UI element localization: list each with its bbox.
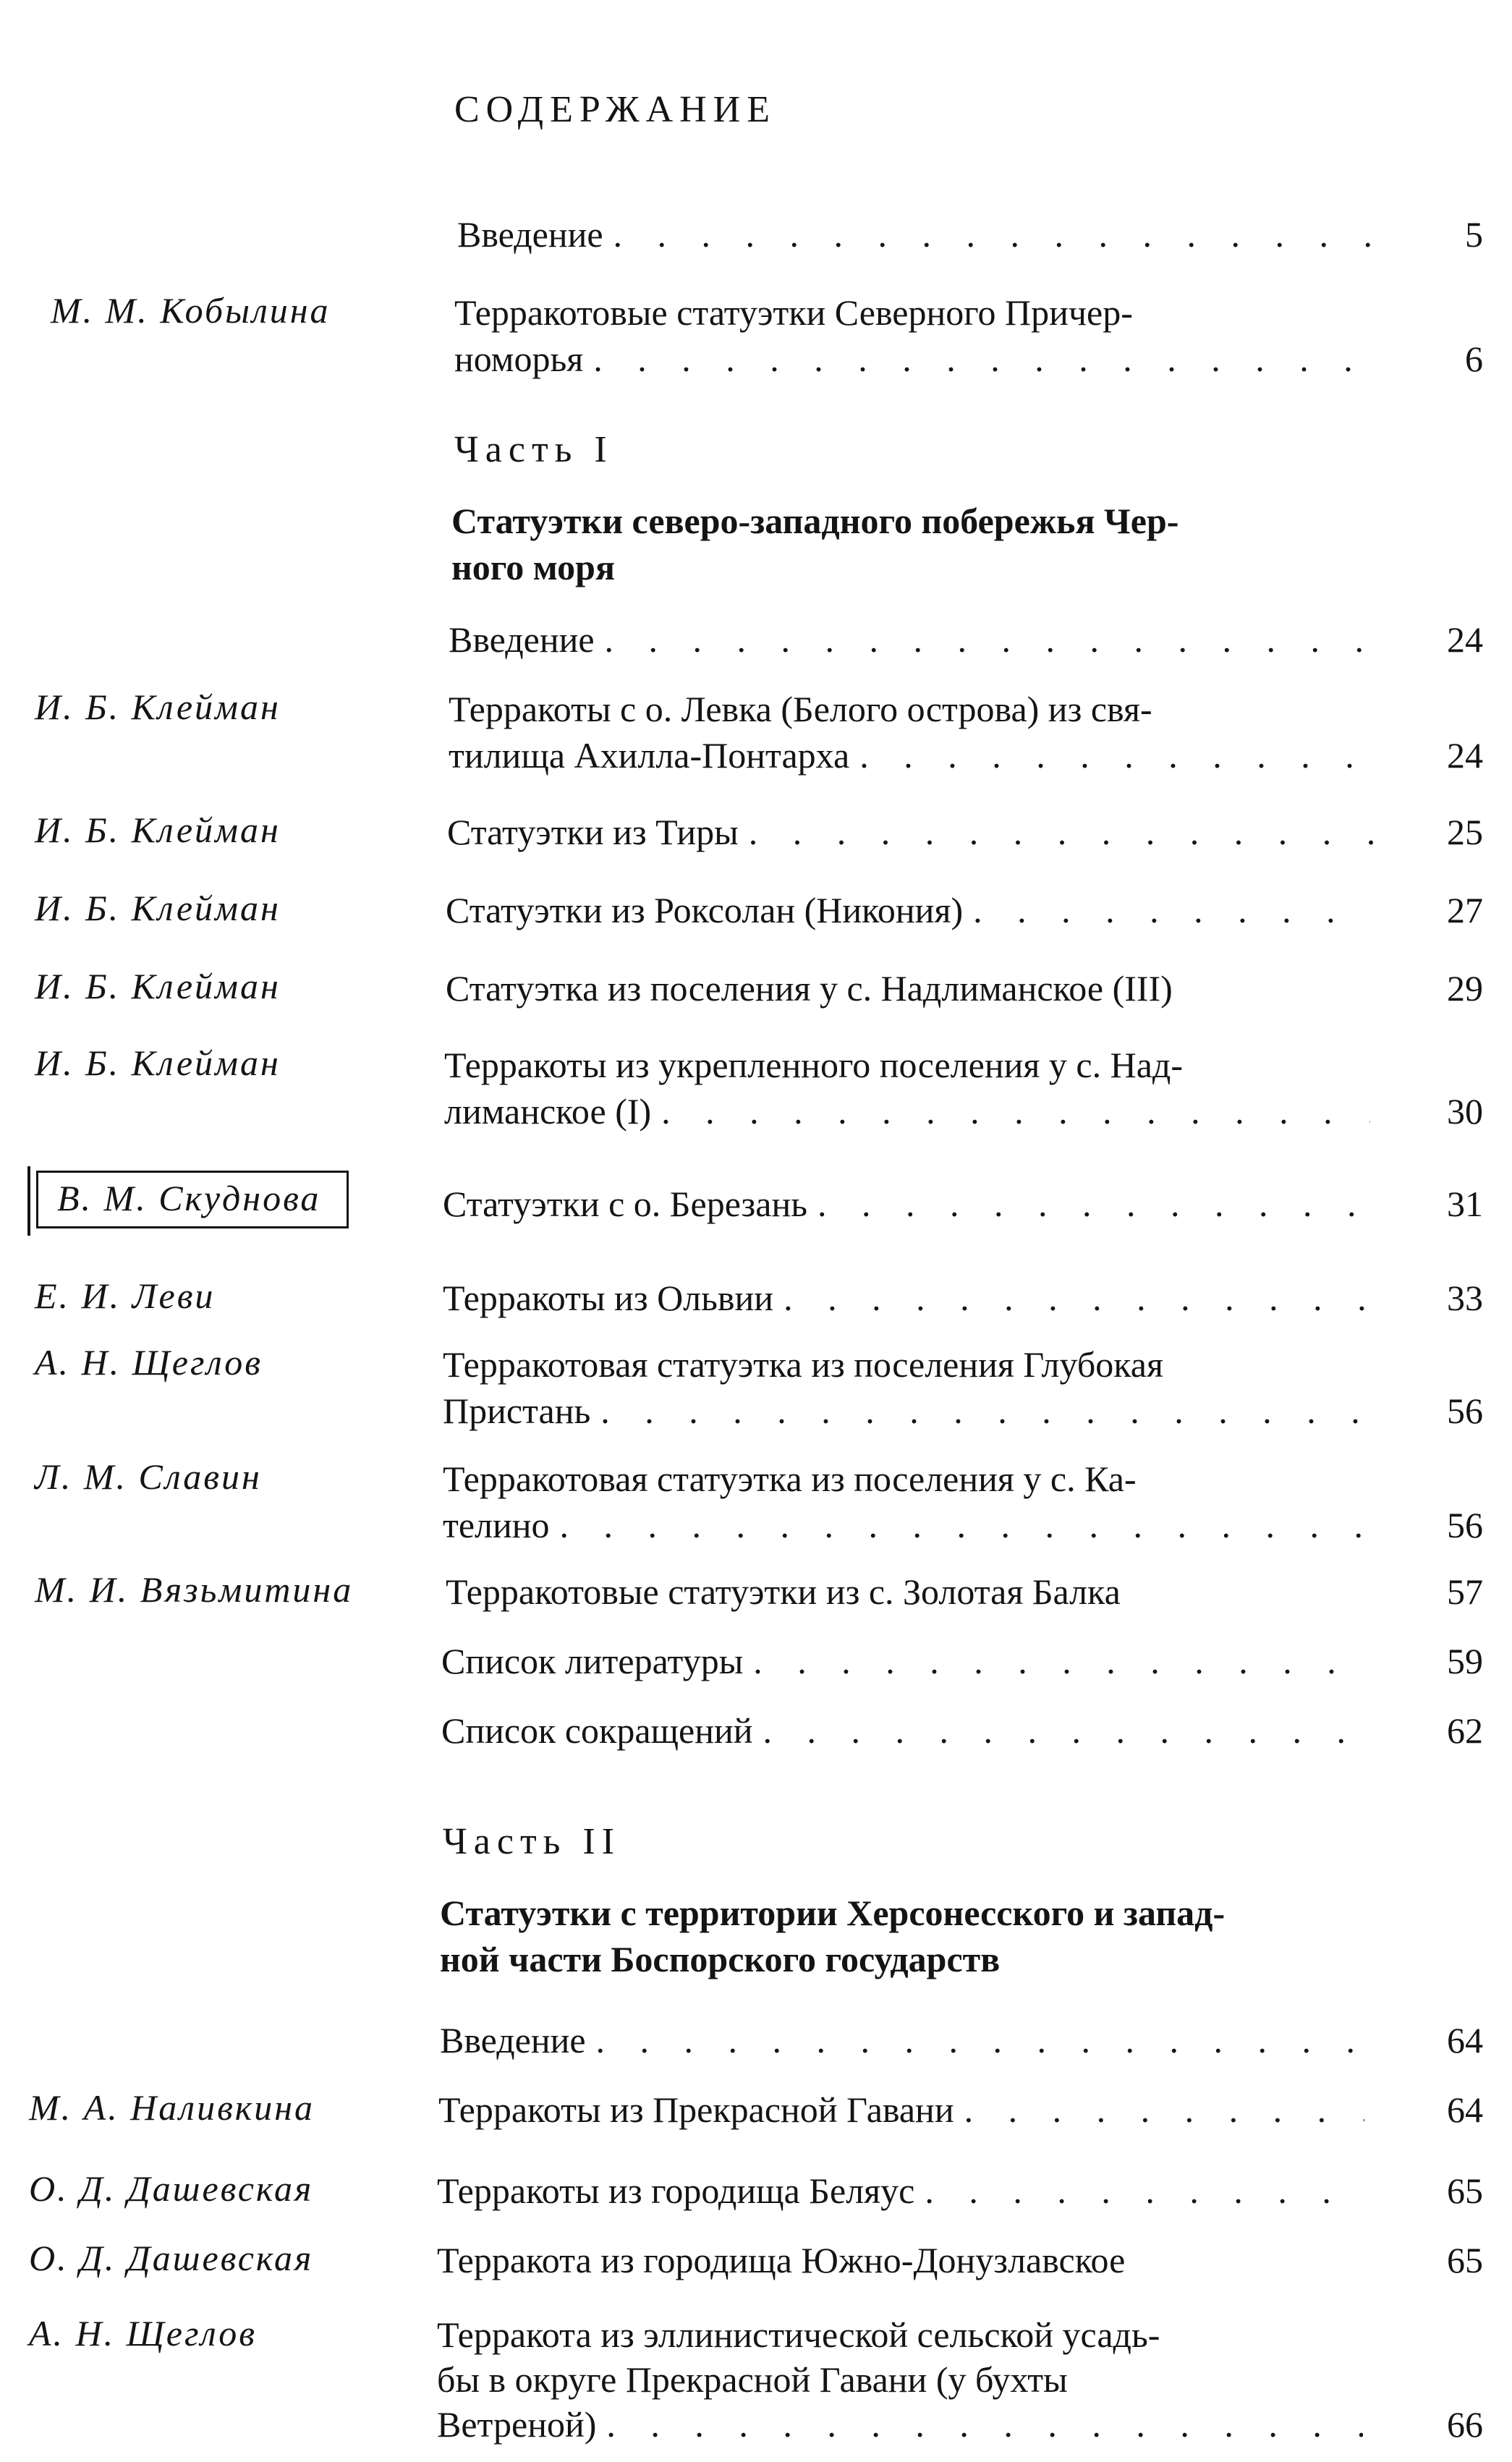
- entry-author: О. Д. Дашевская: [29, 2168, 314, 2209]
- entry-title: Статуэтки с о. Березань . . .: [443, 1181, 1369, 1227]
- entry-title: Введение . . .: [440, 2017, 1366, 2063]
- page-title: СОДЕРЖАНИЕ: [454, 89, 776, 130]
- entry-author: А. Н. Щеглов: [35, 1342, 263, 1383]
- entry-title: Введение . . .: [457, 211, 1383, 258]
- entry-title: Терракотовые статуэтки из с. Золотая Балка: [446, 1571, 1121, 1612]
- entry-page: 64: [1447, 2020, 1483, 2060]
- part-title: Статуэтки с территории Херсонесского и запад- ной части Боспорского государств: [440, 1893, 1226, 1979]
- entry-author: А. Н. Щеглов: [29, 2313, 257, 2353]
- entry-author: И. Б. Клейман: [35, 888, 281, 928]
- entry-title: Терракоты из Прекрасной Гавани . . .: [438, 2087, 1364, 2133]
- part-heading: Часть I: [454, 429, 613, 470]
- entry-title: Терракоты из Ольвии . . .: [443, 1275, 1369, 1321]
- entry-author: И. Б. Клейман: [35, 1043, 281, 1083]
- part-heading: Часть II: [443, 1821, 621, 1862]
- entry-title: Список сокращений . . .: [441, 1707, 1367, 1754]
- entry-page: 64: [1447, 2089, 1483, 2130]
- entry-title: Терракота из городища Южно-Донузлавское: [437, 2240, 1126, 2280]
- entry-title: Статуэтка из поселения у с. Надлиманское (III): [446, 968, 1173, 1009]
- entry-author: М. М. Кобылина: [51, 290, 331, 331]
- entry-author: Л. М. Славин: [35, 1456, 262, 1497]
- entry-page: 27: [1447, 890, 1483, 930]
- entry-author: И. Б. Клейман: [35, 966, 281, 1006]
- entry-author: М. А. Наливкина: [29, 2087, 315, 2128]
- entry-page: 65: [1447, 2170, 1483, 2211]
- author-box-rule: [27, 1166, 30, 1236]
- entry-page: 31: [1447, 1184, 1483, 1224]
- entry-title: Терракотовые статуэтки Северного Причер- номорья . . .: [454, 289, 1380, 382]
- entry-page: 62: [1447, 1710, 1483, 1751]
- entry-page: 56: [1447, 1391, 1483, 1431]
- entry-page: 59: [1447, 1641, 1483, 1681]
- entry-title: Статуэтки из Роксолан (Никония) . . .: [446, 887, 1372, 933]
- entry-author: И. Б. Клейман: [35, 687, 281, 727]
- entry-title: Терракотовая статуэтка из поселения у с. Ка- телино . . .: [443, 1456, 1369, 1548]
- entry-title: Терракота из эллинистической сельской усадь- бы в округе Прекрасной Гавани (у бухты Ветреной) . . .: [437, 2312, 1363, 2447]
- entry-page: 66: [1447, 2404, 1483, 2445]
- entry-page: 33: [1447, 1278, 1483, 1318]
- entry-page: 65: [1447, 2240, 1483, 2280]
- part-title: Статуэтки северо-западного побережья Чер- ного моря: [451, 501, 1179, 587]
- entry-page: 30: [1447, 1091, 1483, 1132]
- entry-page: 6: [1465, 339, 1483, 379]
- entry-title: Введение . . .: [449, 616, 1375, 663]
- entry-author: М. И. Вязьмитина: [35, 1569, 354, 1610]
- entry-title: Терракоты из укрепленного поселения у с. Над- лиманское (I) . . .: [444, 1042, 1370, 1134]
- entry-page: 24: [1447, 619, 1483, 660]
- entry-page: 57: [1447, 1571, 1483, 1612]
- entry-title: Терракоты из городища Беляус . . .: [437, 2168, 1363, 2214]
- entry-title: Терракоты с о. Левка (Белого острова) из свя- тилища Ахилла-Понтарха . . .: [449, 686, 1375, 778]
- entry-author: И. Б. Клейман: [35, 810, 281, 850]
- entry-title: Статуэтки из Тиры . . .: [447, 809, 1373, 855]
- entry-author: О. Д. Дашевская: [29, 2238, 314, 2278]
- entry-page: 29: [1447, 968, 1483, 1009]
- entry-title: Список литературы . . .: [441, 1638, 1367, 1684]
- entry-page: 5: [1465, 214, 1483, 255]
- entry-page: 25: [1447, 812, 1483, 852]
- entry-title: Терракотовая статуэтка из поселения Глубокая Пристань . . .: [443, 1341, 1369, 1434]
- entry-author: В. М. Скуднова: [36, 1171, 349, 1228]
- entry-author: Е. И. Леви: [35, 1275, 216, 1316]
- entry-page: 56: [1447, 1505, 1483, 1545]
- entry-page: 24: [1447, 735, 1483, 776]
